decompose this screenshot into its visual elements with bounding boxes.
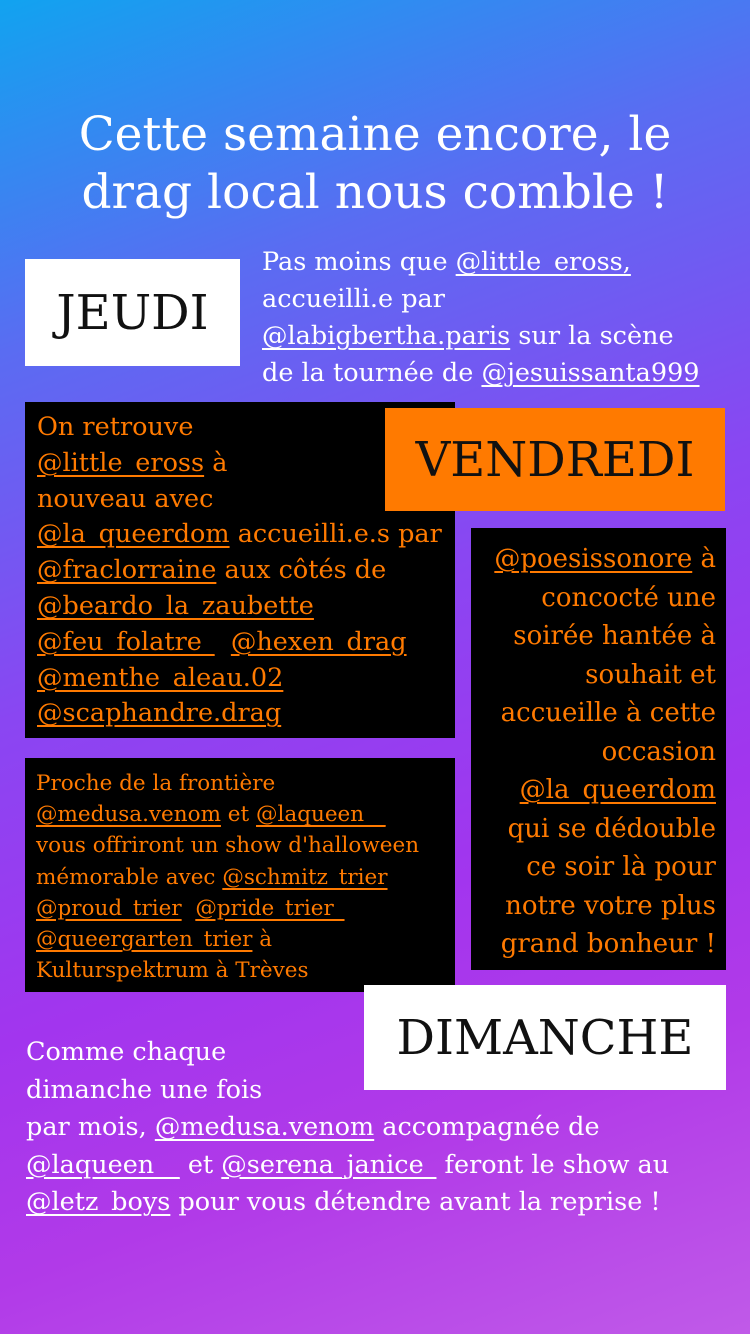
headline-line-2: drag local nous comble ! bbox=[81, 165, 669, 220]
mention-link[interactable]: @beardo_la_zaubette bbox=[37, 590, 314, 621]
text: dimanche une fois bbox=[26, 1074, 263, 1105]
mention-link[interactable]: @serena_janice_ bbox=[221, 1149, 437, 1180]
text: par mois, bbox=[26, 1112, 155, 1142]
vendredi-label: VENDREDI bbox=[385, 408, 725, 511]
mention-link[interactable]: @hexen_drag bbox=[230, 626, 407, 657]
headline-line-1: Cette semaine encore, le bbox=[78, 107, 672, 162]
text: qui se dédouble bbox=[507, 813, 716, 844]
mention-link[interactable]: @pride_trier_ bbox=[195, 895, 345, 921]
text: accompagnée de bbox=[374, 1112, 600, 1142]
text: à bbox=[692, 544, 716, 574]
text: et bbox=[179, 1149, 222, 1180]
mention-link[interactable]: @medusa.venom bbox=[36, 802, 221, 828]
mention-link[interactable]: @feu_folatre_ bbox=[37, 626, 215, 657]
mention-link[interactable]: @little_eross, bbox=[455, 247, 631, 277]
text: Kulturspektrum à Trèves bbox=[36, 958, 309, 984]
text: aux côtés de bbox=[216, 555, 387, 586]
text: pour vous détendre avant la reprise ! bbox=[170, 1187, 661, 1217]
mention-link[interactable]: @little_eross bbox=[37, 447, 205, 478]
jeudi-description bbox=[262, 244, 732, 392]
text: grand bonheur ! bbox=[500, 929, 716, 959]
text: notre votre plus bbox=[505, 890, 716, 921]
dimanche-label: DIMANCHE bbox=[364, 985, 726, 1090]
dimanche-description bbox=[26, 1034, 726, 1222]
text: accueilli.e.s par bbox=[229, 519, 442, 550]
mention-link[interactable]: @schmitz_trier bbox=[222, 864, 388, 890]
text: On retrouve bbox=[37, 412, 194, 442]
text: et bbox=[220, 802, 257, 828]
mention-link[interactable]: @jesuissanta999 bbox=[481, 358, 700, 388]
mention-link[interactable]: @medusa.venom bbox=[154, 1112, 375, 1142]
mention-link[interactable]: @labigbertha.paris bbox=[262, 321, 511, 351]
mention-link[interactable]: @laqueen__ bbox=[256, 802, 386, 828]
text: accueilli.e par bbox=[262, 284, 445, 314]
mention-link[interactable]: @proud_trier bbox=[36, 895, 182, 921]
text: Comme chaque bbox=[26, 1037, 227, 1067]
story-headline bbox=[0, 106, 750, 222]
text: de la tournée de bbox=[262, 358, 482, 388]
text: vous offriront un show d'halloween bbox=[36, 833, 420, 859]
text: à bbox=[252, 927, 273, 953]
text: occasion bbox=[601, 736, 716, 767]
mention-link[interactable]: @letz_boys bbox=[26, 1187, 171, 1217]
mention-link[interactable]: @la_queerdom bbox=[37, 519, 230, 550]
text: soirée hantée à bbox=[513, 621, 716, 651]
mention-link[interactable]: @laqueen__ bbox=[26, 1149, 180, 1180]
mention-link[interactable]: @la_queerdom bbox=[519, 775, 716, 805]
text: mémorable avec bbox=[36, 864, 223, 890]
text: Pas moins que bbox=[262, 247, 456, 277]
mention-link[interactable]: @poesissonore bbox=[494, 544, 693, 574]
mention-link[interactable]: @fraclorraine bbox=[37, 555, 217, 586]
text: à bbox=[204, 447, 228, 478]
text: souhait et bbox=[585, 659, 716, 690]
mention-link[interactable]: @menthe_aleau.02 bbox=[37, 662, 284, 693]
jeudi-label: JEUDI bbox=[25, 259, 240, 366]
text: feront le show au bbox=[436, 1149, 670, 1180]
mention-link[interactable]: @queergarten_trier bbox=[36, 927, 253, 953]
soiree-description bbox=[480, 540, 716, 964]
text: accueille à cette bbox=[500, 698, 716, 728]
text: concocté une bbox=[541, 582, 716, 613]
text: nouveau avec bbox=[37, 483, 214, 514]
text: Proche de la frontière bbox=[36, 771, 276, 796]
text: sur la scène bbox=[510, 321, 674, 351]
text: ce soir là pour bbox=[526, 852, 716, 882]
trier-description bbox=[36, 768, 451, 986]
mention-link[interactable]: @scaphandre.drag bbox=[37, 698, 282, 729]
